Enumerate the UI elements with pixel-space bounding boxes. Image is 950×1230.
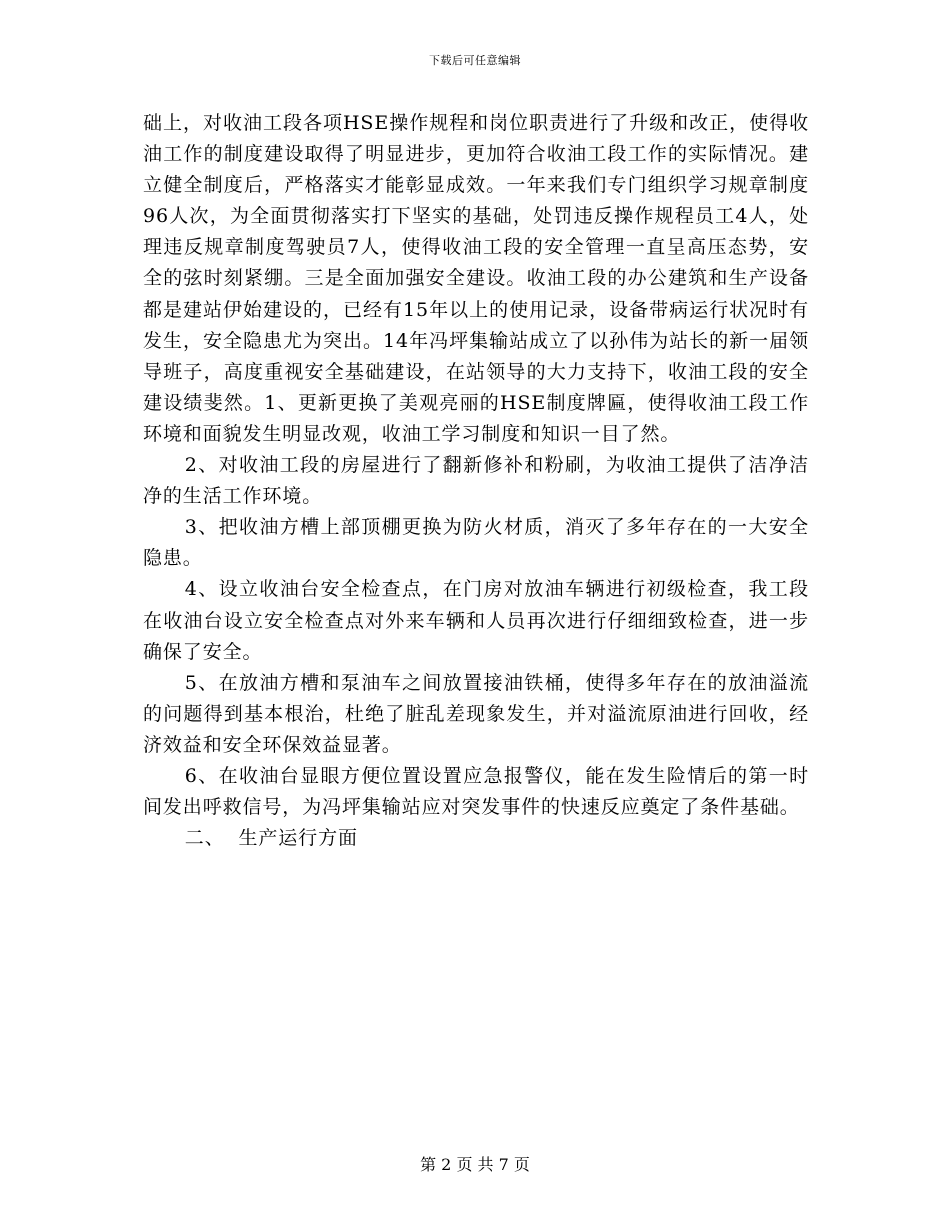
document-body (143, 108, 809, 854)
section-heading: 二、 生产运行方面 (184, 827, 358, 850)
paragraph-item-5: 5、在放油方槽和泵油车之间放置接油铁桶，使得多年存在的放油溢流的问题得到基本根治，杜绝了脏乱差现象发生，并对溢流原油进行回收，经济效益和安全环保效益显著。 (143, 671, 809, 756)
paragraph-safety-construction: 础上，对收油工段各项HSE操作规程和岗位职责进行了升级和改正，使得收油工作的制度建设取得了明显进步，更加符合收油工段工作的实际情况。建立健全制度后，严格落实才能彰显成效。一年来我们专门组织学习规章制度96人次，为全面贯彻落实打下坚实的基础，处罚违反操作规程员工4人，处理违反规章制度驾驶员7人，使得收油工段的安全管理一直呈高压态势，安全的弦时刻紧绷。三是全面加强安全建设。收油工段的办公建筑和生产设备都是建站伊始建设的，已经有15年以上的使用记录，设备带病运行状况时有发生，安全隐患尤为突出。14年冯坪集输站成立了以孙伟为站长的新一届领导班子，高度重视安全基础建设，在站领导的大力支持下，收油工段的安全建设绩斐然。1、更新更换了美观亮丽的HSE制度牌匾，使得收油工段工作环境和面貌发生明显改观，收油工学习制度和知识一目了然。 (143, 112, 809, 445)
page-header-note: 下载后可任意编辑 (429, 54, 521, 67)
paragraph-item-6: 6、在收油台显眼方便位置设置应急报警仪，能在发生险情后的第一时间发出呼救信号，为冯坪集输站应对突发事件的快速反应奠定了条件基础。 (143, 764, 809, 819)
paragraph-item-4: 4、设立收油台安全检查点，在门房对放油车辆进行初级检查，我工段在收油台设立安全检查点对外来车辆和人员再次进行仔细细致检查，进一步确保了安全。 (143, 578, 809, 663)
paragraph-item-2: 2、对收油工段的房屋进行了翻新修补和粉刷，为收油工提供了洁净洁净的生活工作环境。 (143, 454, 809, 508)
page-number-footer: 第 2 页 共 7 页 (420, 1155, 530, 1174)
paragraph-item-3: 3、把收油方槽上部顶棚更换为防火材质，消灭了多年存在的一大安全隐患。 (143, 516, 809, 570)
